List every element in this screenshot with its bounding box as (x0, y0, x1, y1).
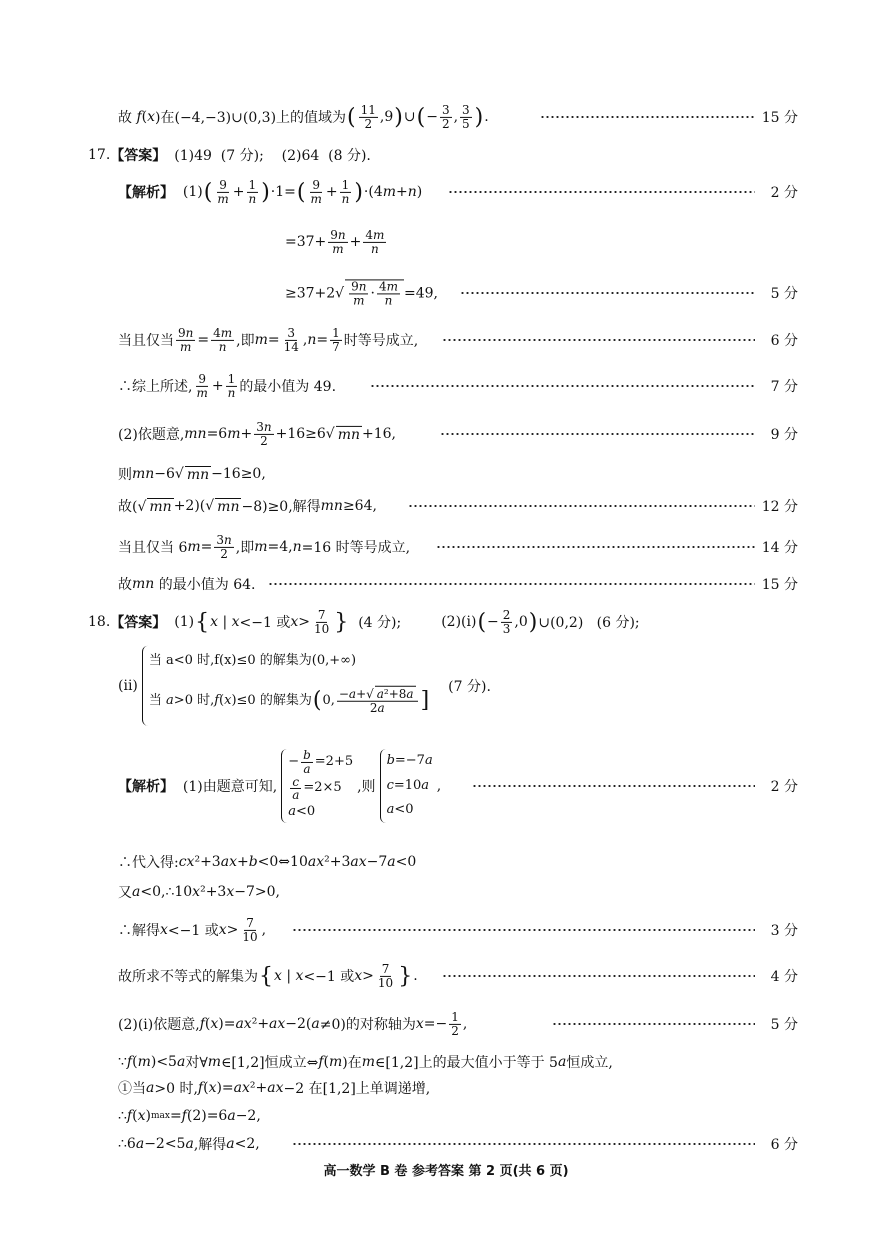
q17-answer-line (0, 135, 892, 175)
q17-step-9 (0, 527, 892, 567)
line-text: ∵ f ( m )<5 a 对∀ m ∈[1,2]恒成立⇔ f ( m )在 m ∈[1,2]上的最大值小于等于 5 a 恒成立, (118, 1054, 613, 1071)
q18-answer-line (0, 602, 892, 642)
q17-step-3 (0, 273, 892, 313)
score: 15 分 (761, 110, 798, 126)
leader-dots (292, 1143, 755, 1145)
score: 2 分 (770, 779, 798, 795)
leader-dots (436, 546, 755, 548)
answer-label: 【答案】 (110, 148, 167, 164)
leader-dots (408, 505, 755, 507)
line-text: ∴6 a −2<5 a ,解得 a <2, (118, 1136, 260, 1153)
score: 2 分 (770, 185, 798, 201)
q17-step-5 (0, 366, 892, 406)
line-text: (ii) 当 a<0 时,f(x)≤0 的解集为(0,+∞) 当 a >0 时, f ( x )≤0 的解集为 ( 0, $\frac{\text{−a+√ a²+8a}}{2a}$ ] (7 分). (118, 646, 491, 726)
page-footer: 高一数学 B 卷 参考答案 第 2 页(共 6 页) (323, 1164, 569, 1179)
leader-dots (540, 116, 755, 118)
score: 5 分 (770, 1017, 798, 1033)
score: 14 分 (761, 540, 798, 556)
line-text: 故 mn 的最小值为 64. (118, 576, 256, 593)
line-text: ①当 a >0 时, f ( x )= ax ²+ ax −2 在[1,2]上单调递增, (118, 1080, 431, 1097)
q18-number: 18. 【答案】 (1) { x | x <−1 或 x > $\frac{7}{10}$ } (4 分); (2)(i) ( − $\frac{2}{3}$ ,0 ) ∪(0,2) (6 分); (88, 607, 640, 636)
score: 6 分 (770, 333, 798, 349)
q18-answer-ii (0, 648, 892, 724)
leader-dots (442, 339, 755, 341)
q18-step-10 (0, 1124, 892, 1164)
q17-step-8 (0, 486, 892, 526)
line-text: ∴解得 x <−1 或 x > $\frac{7}{10}$ , (118, 915, 267, 944)
line-text: 故所求不等式的解集为 { x | x <−1 或 x > $\frac{7}{10}$ } . (118, 961, 418, 990)
q18-answer-1: (1) { x | x <−1 或 x > $\frac{7}{10}$ } (4 分); (174, 607, 402, 636)
q17-step-10 (0, 564, 892, 604)
leader-dots (460, 292, 755, 294)
q18-step-1 (0, 730, 892, 842)
leader-dots (292, 929, 755, 931)
score: 12 分 (761, 499, 798, 515)
q18-step-6 (0, 1004, 892, 1044)
q18-step-4 (0, 910, 892, 950)
score: 7 分 (770, 379, 798, 395)
line-range-result (0, 97, 892, 137)
q17-step-2 (0, 222, 892, 262)
score: 15 分 (761, 577, 798, 593)
line-text: 当且仅当 $\frac{9n}{m}$ = $\frac{4m}{n}$ ,即 m = $\frac{3}{14}$ , n = $\frac{1}{7}$ 时等号成立, (118, 325, 419, 354)
line-text: ∴综上所述, $\frac{9}{m}$ + $\frac{1}{n}$ 的最小值为 49. (118, 371, 337, 400)
leader-dots (448, 191, 755, 193)
line-text: 故(√ mn +2)(√ mn −8)≥0,解得 mn ≥64, (118, 498, 377, 515)
q17-number: 17. 【答案】 (1)49 (7 分); (2)64 (8 分). (88, 147, 371, 164)
case-a-positive: 当 a >0 时, f ( x )≤0 的解集为 ( 0, $\frac{\text{−a+√ a²+8a}}{2a}$ ] (148, 686, 430, 715)
q18-step-3 (0, 872, 892, 912)
leader-dots (440, 433, 755, 435)
analysis-label: 【解析】 (118, 779, 174, 795)
leader-dots (370, 385, 755, 387)
score: 4 分 (770, 969, 798, 985)
line-text: 【解析】 (1)由题意可知, − $\frac{b}{a}$ =2+5 $\frac{c}{a}$ =2×5 a<0 ,则 b=−7a c=10a a<0 , (118, 749, 441, 823)
case-a-negative: 当 a<0 时,f(x)≤0 的解集为(0,+∞) (148, 652, 357, 668)
score: 3 分 (770, 923, 798, 939)
leader-dots (552, 1023, 755, 1025)
score: 6 分 (770, 1137, 798, 1153)
line-text: ∴代入得: cx ²+3 ax + b <0⇔10 ax ²+3 ax −7 a <0 (118, 854, 417, 871)
q18-step-5 (0, 956, 892, 996)
line-text: ≥37+2√ $\frac{9n}{m}$ · $\frac{4m}{n}$ =49, (285, 279, 438, 307)
q17-step-6 (0, 414, 892, 454)
line-text: =37+ $\frac{9n}{m}$ + $\frac{4m}{n}$ (285, 227, 385, 256)
analysis-label: 【解析】 (118, 185, 174, 201)
q17-answer-text: (1)49 (7 分); (2)64 (8 分). (174, 148, 371, 164)
line-text: ∴ f ( x ) max = f (2)=6 a −2, (118, 1108, 261, 1124)
line-text: 当且仅当 6 m = $\frac{3n}{2}$ ,即 m =4, n =16 时等号成立, (118, 532, 411, 561)
line-text: (2)依题意, mn =6 m + $\frac{3n}{2}$ +16≥6√ mn +16, (118, 419, 397, 448)
line-text: 【解析】 (1) ( $\frac{9}{m}$ + $\frac{1}{n}$ ) ·1= ( $\frac{9}{m}$ + $\frac{1}{n}$ ) ·(4 m + n ) (118, 177, 423, 206)
line-text: 故 f ( x )在(−4,−3)∪(0,3)上的值域为 ( $\frac{11}{2}$ ,9 ) ∪ ( − $\frac{3}{2}$ , $\frac{3}{5}$ ) . (118, 102, 489, 131)
line-text: (2)(i)依题意, f ( x )= ax ²+ ax −2( a ≠0)的对称轴为 x =− $\frac{1}{2}$ , (118, 1009, 468, 1038)
line-text: 则 mn −6√ mn −16≥0, (118, 466, 266, 483)
q18-answer-2: (2)(i) ( − $\frac{2}{3}$ ,0 ) ∪(0,2) (6 分); (441, 607, 640, 636)
q17-step-1 (0, 172, 892, 212)
q17-step-4 (0, 320, 892, 360)
score: 5 分 (770, 286, 798, 302)
leader-dots (472, 785, 755, 787)
answer-label: 【答案】 (110, 615, 167, 631)
score: 9 分 (770, 427, 798, 443)
leader-dots (442, 975, 755, 977)
score: (7 分). (448, 678, 491, 695)
leader-dots (268, 583, 755, 585)
line-text: 又 a <0,∴10 x ²+3 x −7>0, (118, 884, 280, 901)
